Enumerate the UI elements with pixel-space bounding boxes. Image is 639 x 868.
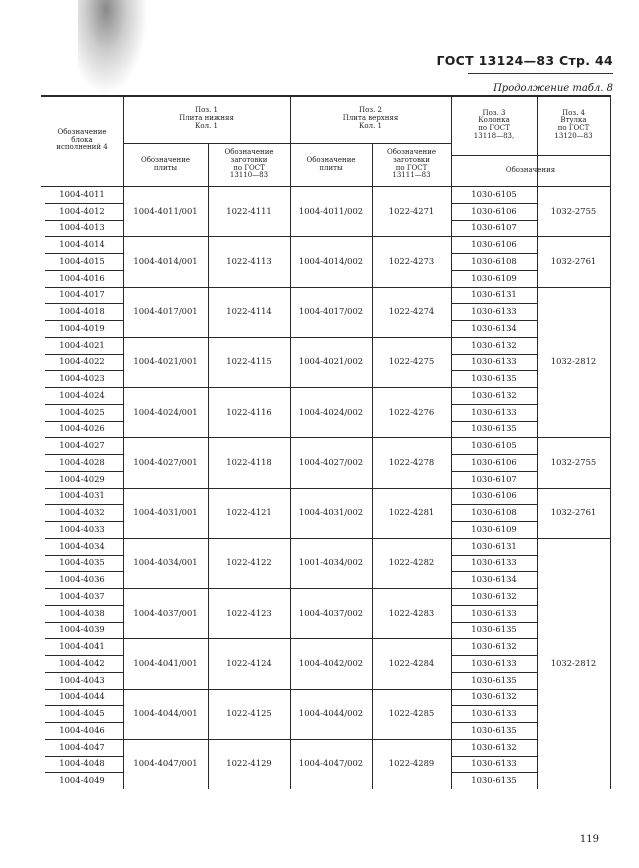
group-rule (123, 236, 451, 237)
blank-upper: 1022-4283 (388, 607, 435, 618)
plate-upper: 1004-4024/002 (298, 406, 364, 417)
header-plate-1: Обозначение плиты (140, 155, 191, 172)
row-rule (451, 437, 537, 438)
blank-lower: 1022-4113 (226, 255, 272, 266)
header-plate-2: Обозначение плиты (306, 155, 356, 172)
row-rule (45, 622, 123, 623)
block-code: 1004-4042 (59, 657, 105, 668)
row-rule (451, 622, 537, 623)
row-rule (451, 571, 537, 572)
block-code: 1004-4028 (59, 456, 105, 467)
row-rule (451, 236, 537, 237)
block-code: 1004-4025 (59, 406, 105, 417)
column-part: 1030-6134 (471, 322, 517, 333)
row-rule (451, 672, 537, 673)
blank-upper: 1022-4278 (388, 456, 435, 467)
header-blank-1: Обозначение заготовки по ГОСТ 13110—83 (224, 148, 274, 180)
row-rule (451, 370, 537, 371)
row-rule (45, 772, 123, 773)
row-rule (45, 705, 123, 706)
row-rule (451, 722, 537, 723)
plate-upper: 1004-4044/002 (298, 708, 364, 719)
blank-lower: 1022-4121 (226, 507, 272, 518)
plate-lower: 1004-4027/001 (133, 456, 198, 467)
column-part: 1030-6132 (471, 691, 517, 702)
page-header: ГОСТ 13124—83 Стр. 44 (436, 53, 613, 68)
row-rule (451, 454, 537, 455)
group-rule (123, 488, 451, 489)
row-rule (451, 588, 537, 589)
block-code: 1004-4038 (59, 607, 105, 618)
blank-lower: 1022-4118 (226, 456, 272, 467)
plate-lower: 1004-4011/001 (133, 205, 198, 216)
block-code: 1004-4013 (59, 222, 105, 233)
header-block: Обозначение блока исполнений 4 (56, 127, 108, 152)
block-code: 1004-4011 (59, 188, 105, 199)
group-rule (123, 538, 451, 539)
row-rule (451, 471, 537, 472)
plate-upper: 1001-4034/002 (298, 557, 364, 568)
blank-upper: 1022-4284 (388, 657, 435, 668)
blank-lower: 1022-4129 (226, 758, 272, 769)
plate-lower: 1004-4037/001 (133, 607, 198, 618)
row-rule (451, 504, 537, 505)
row-rule (451, 404, 537, 405)
group-rule (123, 287, 451, 288)
block-code: 1004-4048 (59, 758, 105, 769)
bushing-part: 1032-2761 (550, 255, 597, 266)
block-code: 1004-4035 (59, 557, 105, 568)
block-code: 1004-4045 (59, 708, 105, 719)
plate-lower: 1004-4024/001 (133, 406, 198, 417)
blank-upper: 1022-4271 (388, 205, 435, 216)
row-rule (451, 203, 537, 204)
blank-upper: 1022-4273 (388, 255, 435, 266)
column-part: 1030-6133 (471, 306, 517, 317)
column-part: 1030-6107 (471, 473, 517, 484)
block-code: 1004-4049 (59, 775, 105, 786)
row-rule (45, 454, 123, 455)
row-rule (45, 739, 123, 740)
column-part: 1030-6105 (471, 188, 517, 199)
row-rule (45, 521, 123, 522)
block-code: 1004-4039 (59, 624, 105, 635)
row-rule (45, 203, 123, 204)
row-rule (451, 337, 537, 338)
row-rule (451, 772, 537, 773)
column-rule (610, 95, 611, 789)
row-rule (45, 253, 123, 254)
block-code: 1004-4037 (59, 590, 105, 601)
row-rule (45, 756, 123, 757)
row-rule (451, 387, 537, 388)
row-rule (45, 337, 123, 338)
plate-upper: 1004-4021/002 (298, 356, 364, 367)
row-rule (45, 437, 123, 438)
plate-lower: 1004-4031/001 (133, 507, 198, 518)
block-code: 1004-4026 (59, 423, 105, 434)
block-code: 1004-4034 (59, 540, 105, 551)
row-rule (45, 555, 123, 556)
block-code: 1004-4023 (59, 373, 105, 384)
block-code: 1004-4016 (59, 272, 105, 283)
group-rule (123, 638, 451, 639)
row-rule (451, 739, 537, 740)
bushing-part: 1032-2761 (550, 507, 597, 518)
plate-lower: 1004-4017/001 (133, 306, 198, 317)
column-part: 1030-6135 (471, 373, 517, 384)
block-code: 1004-4019 (59, 322, 105, 333)
group-rule (537, 538, 610, 539)
block-code: 1004-4027 (59, 440, 105, 451)
plate-lower: 1004-4041/001 (133, 657, 198, 668)
column-part: 1030-6133 (471, 708, 517, 719)
block-code: 1004-4018 (59, 306, 105, 317)
blank-upper: 1022-4274 (388, 306, 435, 317)
bushing-part: 1032-2812 (550, 657, 597, 668)
group-rule (123, 387, 451, 388)
plate-lower: 1004-4047/001 (133, 758, 198, 769)
row-rule (451, 756, 537, 757)
header-designation: Обозначения (505, 165, 556, 174)
column-part: 1030-6135 (471, 674, 517, 685)
row-rule (45, 354, 123, 355)
row-rule (451, 220, 537, 221)
block-code: 1004-4047 (59, 741, 105, 752)
blank-lower: 1022-4116 (226, 406, 272, 417)
row-rule (451, 538, 537, 539)
block-code: 1004-4046 (59, 724, 105, 735)
block-code: 1004-4017 (59, 289, 105, 300)
row-rule (451, 287, 537, 288)
block-code: 1004-4041 (59, 641, 105, 652)
row-rule (451, 655, 537, 656)
block-code: 1004-4015 (59, 255, 105, 266)
blank-upper: 1022-4276 (388, 406, 435, 417)
row-rule (45, 538, 123, 539)
column-part: 1030-6108 (471, 507, 517, 518)
block-code: 1004-4022 (59, 356, 105, 367)
row-rule (451, 320, 537, 321)
block-code: 1004-4031 (59, 490, 105, 501)
column-part: 1030-6132 (471, 339, 517, 350)
row-rule (45, 303, 123, 304)
group-rule (537, 236, 610, 237)
row-rule (45, 504, 123, 505)
row-rule (45, 471, 123, 472)
row-rule (451, 421, 537, 422)
page-number: 119 (579, 834, 599, 845)
column-part: 1030-6134 (471, 574, 517, 585)
group-rule (123, 437, 451, 438)
column-part: 1030-6106 (471, 239, 517, 250)
group-rule (537, 287, 610, 288)
header-pos3: Поз. 3 Колонка по ГОСТ 13118—83, (473, 108, 515, 140)
row-rule (451, 689, 537, 690)
continuation-label: Продолжение табл. 8 (493, 83, 613, 94)
column-part: 1030-6133 (471, 557, 517, 568)
plate-lower: 1004-4014/001 (133, 255, 198, 266)
blank-upper: 1022-4275 (388, 356, 435, 367)
column-part: 1030-6131 (471, 540, 517, 551)
row-rule (45, 220, 123, 221)
group-rule (123, 337, 451, 338)
row-rule (45, 370, 123, 371)
plate-upper: 1004-4017/002 (298, 306, 364, 317)
bushing-part: 1032-2812 (550, 356, 597, 367)
row-rule (45, 236, 123, 237)
column-part: 1030-6105 (471, 440, 517, 451)
header-pos1: Поз. 1 Плита нижняя Кол. 1 (179, 106, 234, 130)
row-rule (451, 555, 537, 556)
row-rule (45, 387, 123, 388)
row-rule (45, 270, 123, 271)
block-code: 1004-4036 (59, 574, 105, 585)
block-code: 1004-4043 (59, 674, 105, 685)
column-part: 1030-6106 (471, 456, 517, 467)
bushing-part: 1032-2755 (550, 205, 597, 216)
column-part: 1030-6132 (471, 641, 517, 652)
blank-lower: 1022-4115 (226, 356, 272, 367)
row-rule (451, 638, 537, 639)
row-rule (45, 638, 123, 639)
row-rule (45, 571, 123, 572)
block-code: 1004-4024 (59, 389, 105, 400)
plate-upper: 1004-4047/002 (298, 758, 364, 769)
row-rule (451, 488, 537, 489)
blank-lower: 1022-4123 (226, 607, 272, 618)
row-rule (451, 270, 537, 271)
column-part: 1030-6132 (471, 389, 517, 400)
blank-lower: 1022-4114 (226, 306, 272, 317)
plate-upper: 1004-4014/002 (298, 255, 364, 266)
row-rule (451, 354, 537, 355)
block-code: 1004-4032 (59, 507, 105, 518)
column-part: 1030-6135 (471, 775, 517, 786)
row-rule (45, 488, 123, 489)
blank-lower: 1022-4111 (226, 205, 272, 216)
column-part: 1030-6132 (471, 741, 517, 752)
column-part: 1030-6135 (471, 423, 517, 434)
group-rule (537, 488, 610, 489)
plate-lower: 1004-4034/001 (133, 557, 198, 568)
plate-upper: 1004-4042/002 (298, 657, 364, 668)
blank-lower: 1022-4122 (226, 557, 272, 568)
column-part: 1030-6133 (471, 657, 517, 668)
plate-upper: 1004-4031/002 (298, 507, 364, 518)
plate-upper: 1004-4027/002 (298, 456, 364, 467)
row-rule (45, 722, 123, 723)
column-part: 1030-6133 (471, 406, 517, 417)
blank-upper: 1022-4289 (388, 758, 435, 769)
column-part: 1030-6133 (471, 758, 517, 769)
block-code: 1004-4021 (59, 339, 105, 350)
row-rule (45, 588, 123, 589)
column-part: 1030-6131 (471, 289, 517, 300)
column-part: 1030-6106 (471, 205, 517, 216)
row-rule (45, 287, 123, 288)
block-code: 1004-4014 (59, 239, 105, 250)
plate-lower: 1004-4021/001 (133, 356, 198, 367)
plate-lower: 1004-4044/001 (133, 708, 198, 719)
row-rule (451, 253, 537, 254)
column-part: 1030-6109 (471, 523, 517, 534)
group-rule (123, 739, 451, 740)
block-code: 1004-4044 (59, 691, 105, 702)
bushing-part: 1032-2755 (550, 456, 597, 467)
column-part: 1030-6132 (471, 590, 517, 601)
block-code: 1004-4033 (59, 523, 105, 534)
column-part: 1030-6107 (471, 222, 517, 233)
column-part: 1030-6133 (471, 356, 517, 367)
header-pos4: Поз. 4 Втулка по ГОСТ 13120—83 (554, 108, 593, 140)
header-blank-2: Обозначение заготовки по ГОСТ 13111—83 (386, 148, 437, 180)
block-code: 1004-4012 (59, 205, 105, 216)
group-rule (537, 437, 610, 438)
column-part: 1030-6106 (471, 490, 517, 501)
blank-upper: 1022-4281 (388, 507, 435, 518)
blank-upper: 1022-4282 (388, 557, 435, 568)
group-rule (123, 689, 451, 690)
row-rule (451, 521, 537, 522)
group-rule (123, 588, 451, 589)
row-rule (45, 672, 123, 673)
blank-upper: 1022-4285 (388, 708, 435, 719)
column-part: 1030-6135 (471, 724, 517, 735)
row-rule (45, 689, 123, 690)
row-rule (451, 605, 537, 606)
row-rule (451, 705, 537, 706)
column-part: 1030-6133 (471, 607, 517, 618)
plate-upper: 1004-4011/002 (298, 205, 364, 216)
blank-lower: 1022-4125 (226, 708, 272, 719)
column-part: 1030-6135 (471, 624, 517, 635)
row-rule (45, 605, 123, 606)
row-rule (45, 655, 123, 656)
row-rule (45, 404, 123, 405)
plate-upper: 1004-4037/002 (298, 607, 364, 618)
column-part: 1030-6109 (471, 272, 517, 283)
block-code: 1004-4029 (59, 473, 105, 484)
row-rule (451, 303, 537, 304)
blank-lower: 1022-4124 (226, 657, 272, 668)
header-pos2: Поз. 2 Плита верхняя Кол. 1 (342, 106, 399, 130)
row-rule (45, 320, 123, 321)
column-part: 1030-6108 (471, 255, 517, 266)
row-rule (45, 421, 123, 422)
